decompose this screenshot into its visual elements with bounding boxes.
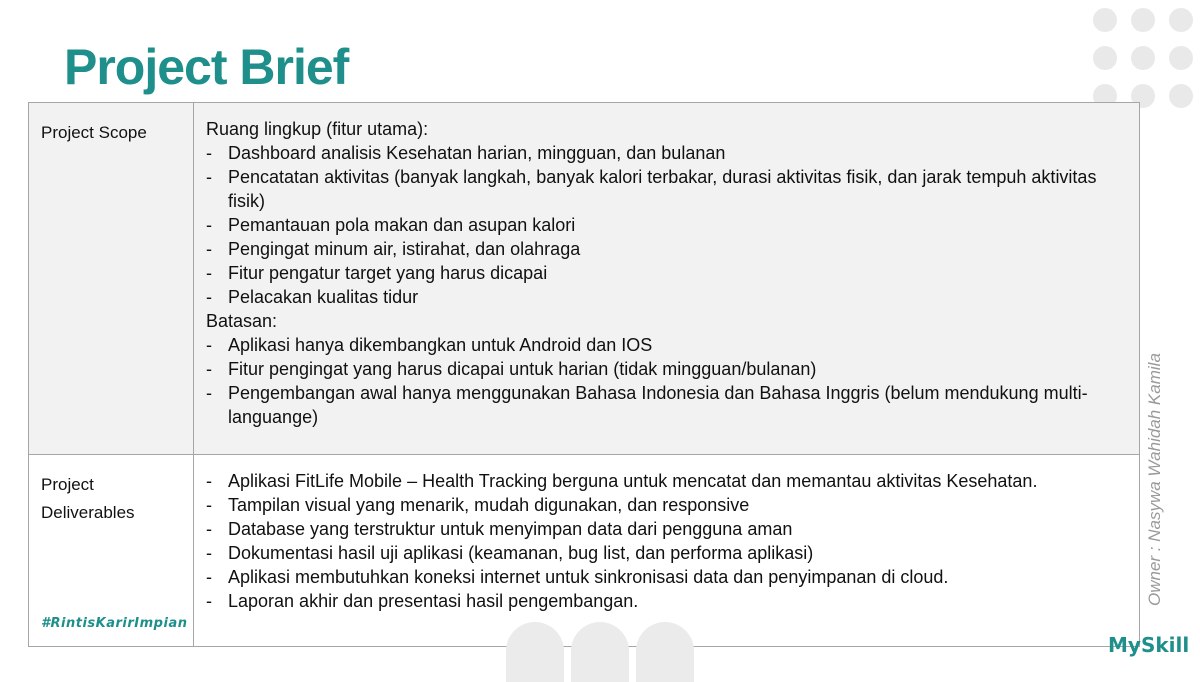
list-item: - Pelacakan kualitas tidur (206, 287, 419, 307)
list-item: - Dokumentasi hasil uji aplikasi (keamanan, bug list, dan performa aplikasi) (206, 543, 814, 563)
list-item: - Dashboard analisis Kesehatan harian, mingguan, dan bulanan (206, 143, 726, 163)
owner-credit: Owner : Nasywa Wahidah Kamila (1145, 353, 1164, 606)
list-item: - Database yang terstruktur untuk menyimpan data dari pengguna aman (206, 519, 793, 539)
list-item: - Tampilan visual yang menarik, mudah digunakan, dan responsive (206, 495, 750, 515)
myskill-logo: MySkill (1108, 633, 1190, 657)
list-item: - Pengembangan awal hanya menggunakan Bahasa Indonesia dan Bahasa Inggris (belum mendukung multi-languange) (206, 383, 1088, 427)
page-title: Project Brief (64, 39, 349, 95)
scope-label: Project Scope (29, 103, 194, 455)
list-item: - Fitur pengatur target yang harus dicapai (206, 263, 548, 283)
deliverables-content (194, 455, 1140, 647)
list-item: - Fitur pengingat yang harus dicapai untuk harian (tidak mingguan/bulanan) (206, 359, 817, 379)
list-item: - Aplikasi hanya dikembangkan untuk Android dan IOS (206, 335, 653, 355)
list-item: - Pencatatan aktivitas (banyak langkah, banyak kalori terbakar, durasi aktivitas fisik, dan jarak tempuh aktivitas fisik) (206, 167, 1097, 211)
deliverables-list (206, 469, 1129, 613)
deliverables-label-line2: Deliverables (41, 503, 135, 522)
scope-main-list (206, 141, 1129, 309)
decorative-arch (571, 622, 629, 682)
list-item: - Pemantauan pola makan dan asupan kalori (206, 215, 576, 235)
list-item: - Pengingat minum air, istirahat, dan olahraga (206, 239, 581, 259)
deliverables-label-line1: Project (41, 475, 94, 494)
table-row-deliverables (29, 455, 1140, 647)
deliverables-label (29, 455, 194, 647)
hashtag-text: #RintisKarirImpian (41, 616, 188, 631)
list-item: - Aplikasi FitLife Mobile – Health Tracking berguna untuk mencatat dan memantau aktivitas Kesehatan. (206, 471, 1038, 491)
project-brief-table (28, 102, 1140, 647)
scope-heading-main: Ruang lingkup (fitur utama): (206, 119, 429, 139)
scope-heading-limits: Batasan: (206, 311, 278, 331)
list-item: - Aplikasi membutuhkan koneksi internet untuk sinkronisasi data dan penyimpanan di cloud. (206, 567, 949, 587)
decorative-arch (506, 622, 564, 682)
scope-content (194, 103, 1140, 455)
table-row-scope (29, 103, 1140, 455)
list-item: - Laporan akhir dan presentasi hasil pengembangan. (206, 591, 639, 611)
decorative-arch (636, 622, 694, 682)
scope-limits-list (206, 333, 1129, 429)
